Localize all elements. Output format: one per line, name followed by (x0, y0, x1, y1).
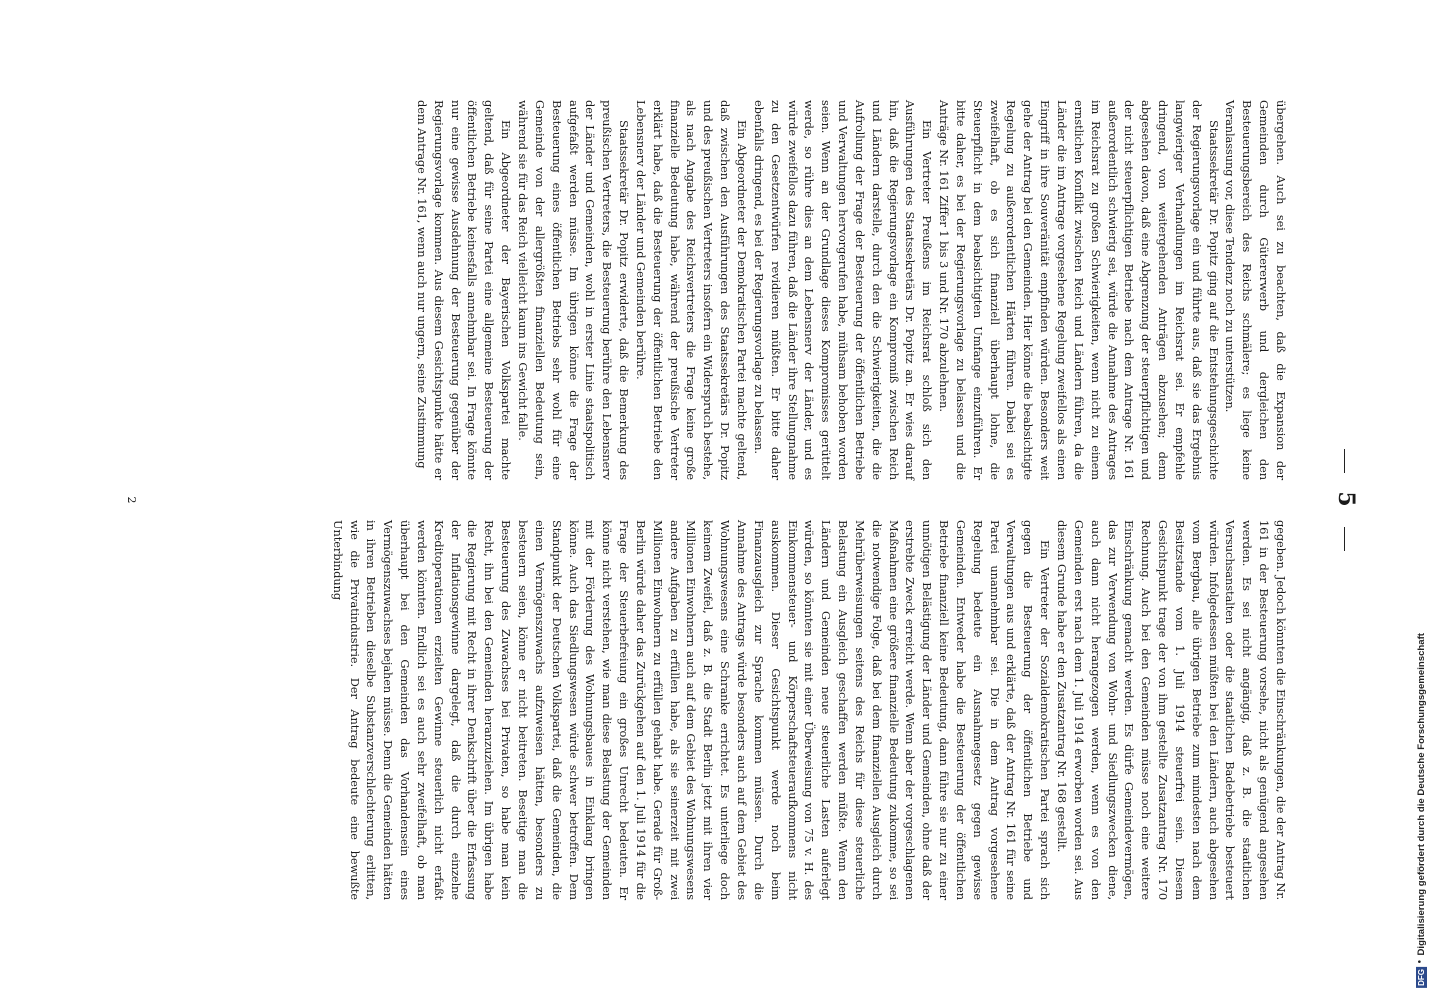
dfg-logo: DFG (1416, 969, 1426, 986)
digitization-credit (1412, 8, 1430, 992)
text-column-left (413, 100, 1289, 480)
paragraph: übergehen. Auch sei zu beachten, daß die Expansion der Gemeinden durch Gütererwerb und dergleichen den Besteuerungsbereich des Reichs schmälere; es liege keine Veranlassung vor, diese Tendenz noch zu unterstützen. (1223, 100, 1288, 480)
credit-separator: • (1416, 958, 1426, 965)
paragraph: Ein Vertreter der Sozialdemokratischen Partei sprach sich gegen die Besteuerung der öffentlichen Betriebe und Verwaltungen aus und erklärte, daß der Antrag Nr. 161 für seine Partei unannehmbar sei. Die in dem Antrag vorgesehene Regelung bedeute ein Ausnahmegesetz gegen gewisse Gemeinden. Entweder habe die Besteuerung der öffentlichen Betriebe finanziell keine Bedeutung, dann führe sie nur zu einer unnötigen Belästigung der Länder und Gemeinden, ohne daß der erstrebte Zweck erreicht werde. Wenn aber der vorgeschlagenen Maßnahmen eine größere finanzielle Bedeutung zukomme, so sei die notwendige Folge, daß bei dem finanziellen Ausgleich durch Mehrüberweisungen seitens des Reichs für diese steuerliche Belastung ein Ausgleich geschaffen werden müßte. Wenn den Ländern und Gemeinden neue steuerliche Lasten auferlegt würden, so könnten sie mit einer Überweisung von 75 v. H. des Einkommensteuer- und Körperschaftsteueraufkommens nicht auskommen. Dieser Gesichtspunkt werde noch beim Finanzausgleich zur Sprache kommen müssen. Durch die Annahme des Antrags würde besonders auch auf dem Gebiet des Wohnungswesens eine Schranke errichtet. Es unterliege doch keinem Zweifel, daß z. B. die Stadt Berlin jetzt mit ihren vier Millionen Einwohnern auch auf dem Gebiet des Wohnungswesens andere Aufgaben zu erfüllen habe, als sie seinerzeit mit zwei Millionen Einwohnern zu erfüllen gehabt habe. Gerade für Groß-Berlin würde daher das Zurückgehen auf den 1. Juli 1914 für die Frage der Steuerbefreiung ein großes Unrecht bedeuten. Er könne nicht verstehen, wie man diese Belastung der Gemeinden mit der Förderung des Wohnungsbaues in Einklang bringen könne. Auch das Siedlungswesen würde schwer betroffen. Dem Standpunkt der Deutschen Volkspartei, daß die Gemeinden, die einen Vermögenszuwachs aufzuweisen hätten, besonders zu besteuern seien, könne er nicht beitreten. Beseitige man die Besteuerung des Zuwachses bei Privaten, so habe man kein Recht, ihn bei den Gemeinden heranzuziehen. Im übrigen habe die Regierung mit Recht in ihrer Denkschrift über die Erfassung der Inflationsgewinne dargelegt, daß die durch einzelne Kreditoperationen erzielten Gewinne steuerlich nicht erfaßt werden könnten. Endlich sei es auch sehr zweifelhaft, ob man überhaupt bei den Gemeinden das Vorhandensein eines Vermögenszuwachses bejahen müsse. Denn die Gemeinden hätten in ihren Betrieben dieselbe Substanzverschlechterung erlitten, wie die Privatindustrie. Der Antrag bedeute eine bewußte Unterbindung (330, 520, 1053, 900)
credit-text: Digitalisierung gefördert durch die Deutsche Forschungsgemeinschaft (1415, 633, 1427, 956)
page-number-dash-right (1345, 527, 1346, 551)
signature-mark: 2 (125, 496, 138, 504)
paragraph: Ein Abgeordneter der Demokratischen Partei machte geltend, daß zwischen den Ausführungen des Staatssekretärs Dr. Popitz und des preußischen Vertreters insofern ein Widerspruch bestehe, als nach Angabe des Reichsvertreters die Frage keine große finanzielle Bedeutung habe, während der preußische Vertreter erklärt habe, daß die Besteuerung der öffentlichen Betriebe den Lebensnerv der Länder und Gemeinden berühre. (633, 100, 749, 480)
page-number-dash-left (1345, 449, 1346, 473)
paragraph: Ein Vertreter Preußens im Reichsrat schloß sich den Ausführungen des Staatssekretärs Dr. Popitz an. Er wies darauf hin, daß die Regierungsvorlage ein Kompromiß zwischen Reich und Ländern darstelle, durch den die Schwierigkeiten, die die Aufrollung der Frage der Besteuerung der öffentlichen Betriebe und Verwaltungen hervorgerufen habe, mühsam behoben worden seien. Wenn an der Grundlage dieses Kompromisses gerüttelt werde, so rühre dies an dem Lebensnerv der Länder, und es würde zweifellos dazu führen, daß die Länder ihre Stellungnahme zu den Gesetzentwürfen revidieren müßten. Er bitte daher ebenfalls dringend, es bei der Regierungsvorlage zu belassen. (751, 100, 935, 480)
text-column-right (329, 520, 1289, 900)
paragraph: Staatssekretär Dr. Popitz erwiderte, daß die Bemerkung des preußischen Vertreters, die Besteuerung berühre den Lebensnerv der Länder und Gemeinden, wohl in erster Linie staatspolitisch aufgefaßt werden müsse. Im übrigen könne die Frage der Besteuerung eines öffentlichen Betriebs sehr wohl für eine Gemeinde von der allergrößten finanziellen Bedeutung sein, während sie für das Reich vielleicht kaum ins Gewicht falle. (516, 100, 632, 480)
paragraph: gegeben. Jedoch könnten die Einschränkungen, die der Antrag Nr. 161 in der Besteuerung vorsehe, nicht als genügend angesehen werden. Es sei nicht angängig, daß z. B. die staatlichen Versuchsanstalten oder die staatlichen Badebetriebe besteuert würden. Infolgedessen müßten bei den Ländern, auch abgesehen vom Bergbau, alle übrigen Betriebe zum mindesten nach dem Besitzstande vom 1. Juli 1914 steuerfrei sein. Diesem Gesichtspunkt trage der von ihm gestellte Zusatzantrag Nr. 170 Rechnung. Auch bei den Gemeinden müsse noch eine weitere Einschränkung gemacht werden. Es dürfe Gemeindevermögen, das zur Verwendung von Wohn- und Siedlungszwecken diene, auch dann nicht herangezogen werden, wenn es von den Gemeinden erst nach dem 1. Juli 1914 erworben worden sei. Aus diesem Grunde habe er den Zusatzantrag Nr. 168 gestellt. (1055, 520, 1288, 900)
paragraph: Ein Abgeordneter der Bayerischen Volkspartei machte geltend, daß für seine Partei eine allgemeine Besteuerung der öffentlichen Betriebe keinesfalls annehmbar sei. In Frage könnte nur eine gewisse Ausdehnung der Besteuerung gegenüber der Regierungsvorlage kommen. Aus diesem Gesichtspunkte hätte er dem Antrage Nr. 161, wenn auch nur ungern, seine Zustimmung (414, 100, 514, 480)
page-number-value: 5 (1333, 491, 1359, 509)
page-number (1333, 0, 1359, 1000)
paragraph: Staatssekretär Dr. Popitz ging auf die Entstehungsgeschichte der Regierungsvorlage ein und führte aus, daß sie das Ergebnis langwieriger Verhandlungen im Reichsrat sei. Er empfehle dringend, von weitergehenden Anträgen abzusehen; denn abgesehen davon, daß eine Abgrenzung der steuerpflichtigen und der nicht steuerpflichtigen Betriebe nach dem Antrage Nr. 161 außerordentlich schwierig sei, würde die Annahme des Antrages im Reichsrat zu großen Schwierigkeiten, wenn nicht zu einem ernstlichen Konflikt zwischen Reich und Ländern führen, da die Länder die im Antrage vorgesehene Regelung zweifellos als einen Eingriff in ihre Souveränität empfinden würden. Besonders weit gehe der Antrag bei den Gemeinden. Hier könne die beabsichtigte Regelung zu außerordentlichen Härten führen. Dabei sei es zweifelhaft, ob es sich finanziell überhaupt lohne, die Steuerpflicht in dem beabsichtigten Umfange einzuführen. Er bitte daher, es bei der Regierungsvorlage zu belassen und die Anträge Nr. 161 Ziffer 1 bis 3 und Nr. 170 abzulehnen. (937, 100, 1221, 480)
